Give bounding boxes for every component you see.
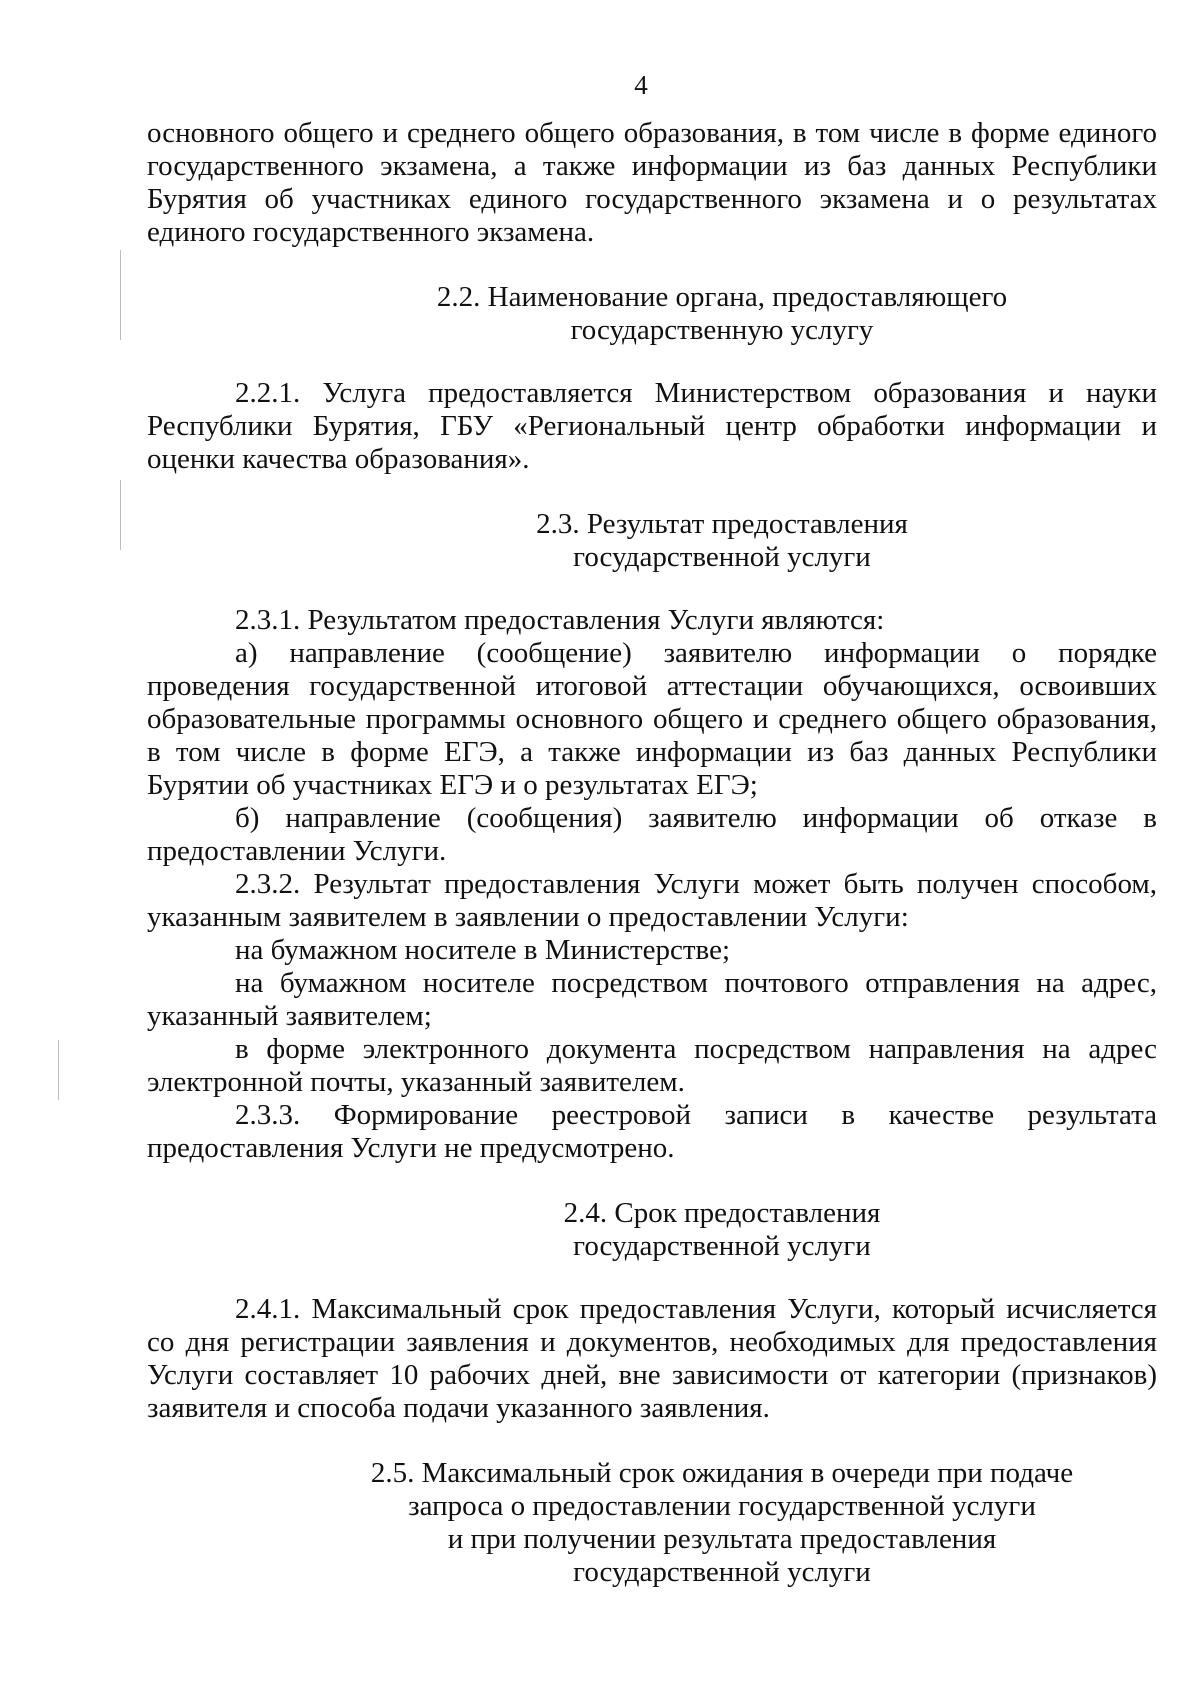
- heading-line: государственной услуги: [573, 541, 871, 573]
- paragraph-2-3-1-a: а) направление (сообщение) заявителю информации о порядке проведения государственной итоговой аттестации обучающихся, освоивших образовательные программы основного общего и среднего общего образования, в том числе в форме ЕГЭ, а также информации из баз данных Республики Бурятии об участниках ЕГЭ и о результатах ЕГЭ;: [147, 637, 1157, 801]
- paragraph-2-3-2: 2.3.2. Результат предоставления Услуги может быть получен способом, указанным заявителем в заявлении о предоставлении Услуги:: [147, 868, 1157, 933]
- heading-line: запроса о предоставлении государственной услуги: [408, 1490, 1036, 1522]
- paragraph-paper-mail: на бумажном носителе посредством почтового отправления на адрес, указанный заявителем;: [147, 967, 1157, 1032]
- heading-line: 2.2. Наименование органа, предоставляющего: [436, 281, 1008, 313]
- heading-line: государственной услуги: [573, 1230, 871, 1262]
- scan-margin-mark: [120, 250, 121, 340]
- intro-paragraph: основного общего и среднего общего образования, в том числе в форме единого государственного экзамена, а также информации из баз данных Республики Бурятия об участниках единого государственного экзамена и о результатах единого государственного экзамена.: [147, 117, 1157, 248]
- paragraph-2-3-3: 2.3.3. Формирование реестровой записи в качестве результата предоставления Услуги не предусмотрено.: [147, 1099, 1157, 1164]
- paragraph-2-4-1: 2.4.1. Максимальный срок предоставления Услуги, который исчисляется со дня регистрации заявления и документов, необходимых для предоставления Услуги составляет 10 рабочих дней, вне зависимости от категории (признаков) заявителя и способа подачи указанного заявления.: [147, 1293, 1157, 1424]
- paragraph-electronic: в форме электронного документа посредством направления на адрес электронной почты, указанный заявителем.: [147, 1033, 1157, 1098]
- heading-line: и при получении результата предоставления: [447, 1523, 997, 1555]
- section-heading-2-2: [147, 281, 1157, 347]
- section-heading-2-3: [147, 508, 1157, 574]
- paragraph-paper-ministry: на бумажном носителе в Министерстве;: [235, 934, 731, 966]
- scan-margin-mark: [120, 480, 121, 550]
- paragraph-2-3-1: 2.3.1. Результатом предоставления Услуги являются:: [235, 604, 885, 636]
- section-heading-2-5: [147, 1457, 1157, 1589]
- heading-line: 2.4. Срок предоставления: [563, 1197, 881, 1229]
- scan-margin-mark: [58, 1040, 59, 1100]
- heading-line: 2.5. Максимальный срок ожидания в очереди при подаче: [370, 1457, 1074, 1489]
- page-number: 4: [634, 70, 648, 100]
- document-body: [147, 117, 1157, 1589]
- heading-line: государственную услугу: [570, 314, 874, 346]
- paragraph-2-3-1-b: б) направление (сообщения) заявителю информации об отказе в предоставлении Услуги.: [147, 802, 1157, 867]
- section-heading-2-4: [147, 1197, 1157, 1263]
- paragraph-2-2-1: 2.2.1. Услуга предоставляется Министерством образования и науки Республики Бурятия, ГБУ «Региональный центр обработки информации и оценки качества образования».: [147, 377, 1157, 475]
- heading-line: государственной услуги: [573, 1556, 871, 1588]
- heading-line: 2.3. Результат предоставления: [536, 508, 908, 540]
